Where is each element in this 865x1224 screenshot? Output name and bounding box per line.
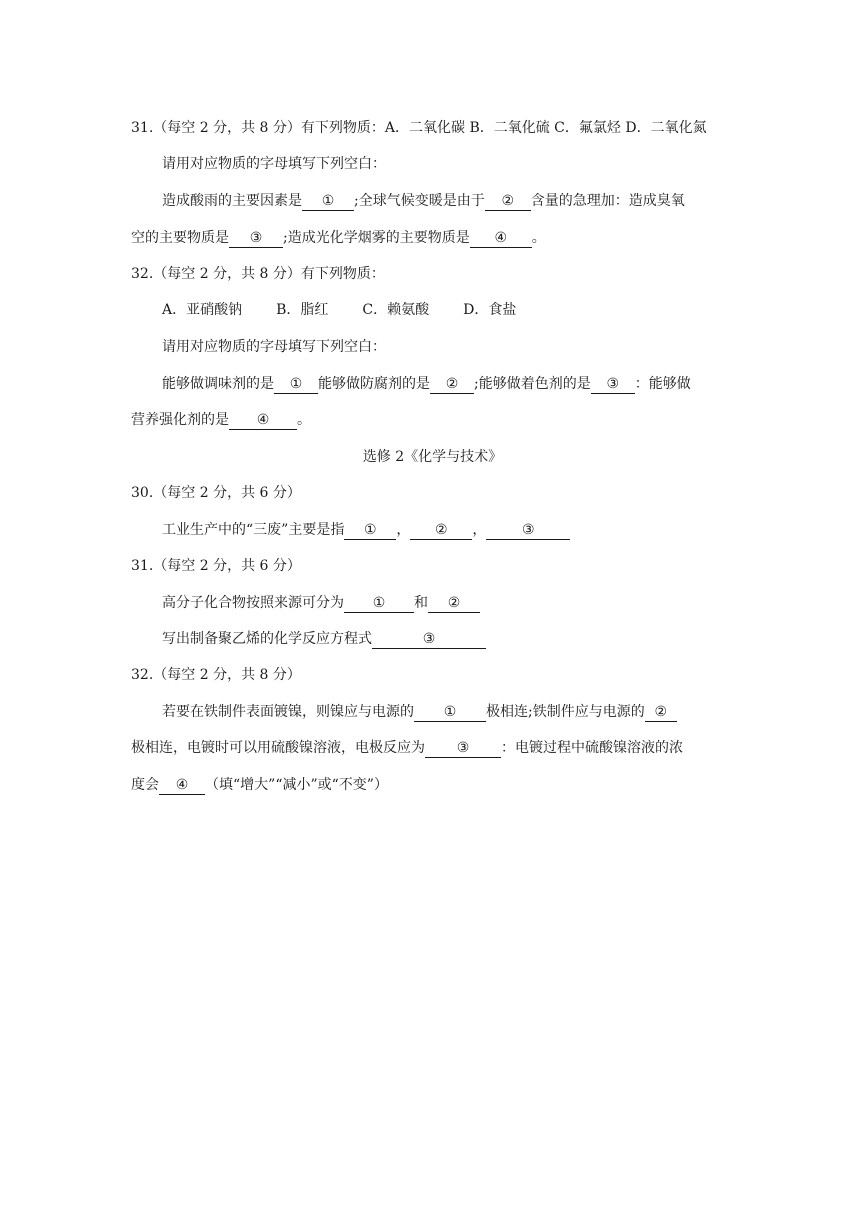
q31-text: ;造成光化学烟雾的主要物质是 — [283, 230, 470, 246]
q31b-text: 写出制备聚乙烯的化学反应方程式 — [162, 631, 372, 647]
q31-line-1 — [162, 191, 685, 211]
q31-text: 含量的急理加：造成臭氧 — [530, 193, 685, 209]
q32b-heading: 32.（每空 2 分，共 8 分） — [131, 667, 301, 683]
q31-line-2 — [131, 228, 546, 248]
q32b-blank-1[interactable]: ① — [414, 704, 486, 722]
q31b-text: 和 — [414, 595, 428, 611]
q32-heading: 32.（每空 2 分，共 8 分）有下列物质： — [131, 266, 385, 282]
q30-separator: ， — [472, 522, 487, 538]
q32b-text: 度会 — [131, 777, 159, 793]
q31-blank-1[interactable]: ① — [302, 193, 354, 211]
q32b-line-3 — [131, 775, 388, 795]
q32b-text: 极相连;铁制件应与电源的 — [486, 704, 645, 720]
q32b-line-1 — [162, 702, 677, 722]
q31b-blank-2[interactable]: ② — [428, 595, 480, 613]
q31b-heading: 31.（每空 2 分，共 6 分） — [131, 558, 301, 574]
q32-option-d: D．食盐 — [463, 302, 517, 318]
q32-blank-4[interactable]: ④ — [229, 412, 297, 430]
q32-option-b: B．脂红 — [276, 302, 329, 318]
q32b-line-2 — [131, 738, 683, 758]
q30-line-1 — [162, 520, 570, 540]
q32-option-c: C．赖氨酸 — [362, 302, 430, 318]
q31-text: 。 — [531, 230, 546, 246]
q32-instruction: 请用对应物质的字母填写下列空白： — [162, 339, 386, 355]
q31b-text: 高分子化合物按照来源可分为 — [162, 595, 344, 611]
q31-instruction: 请用对应物质的字母填写下列空白： — [162, 156, 386, 172]
q32-line-1 — [162, 374, 691, 394]
q32-blank-3[interactable]: ③ — [591, 376, 635, 394]
q30-blank-3[interactable]: ③ — [486, 522, 570, 540]
q31-blank-2[interactable]: ② — [485, 193, 531, 211]
q32-text: ;能够做着色剂的是 — [474, 376, 591, 392]
q32b-text: 极相连，电镀时可以用硫酸镍溶液，电极反应为 — [131, 740, 425, 756]
q30-separator: ， — [396, 522, 411, 538]
q30-text: 工业生产中的“三废”主要是指 — [162, 522, 345, 538]
q31-heading: 31.（每空 2 分，共 8 分）有下列物质：A．二氧化碳 B．二氧化硫 C．氟氯烃 D．二氧化氮 — [131, 120, 707, 136]
q32-text: ：能够做 — [634, 376, 691, 392]
q32b-text: ：电镀过程中硫酸镍溶液的浓 — [501, 740, 683, 756]
q31b-line-2 — [162, 629, 486, 649]
q31b-blank-1[interactable]: ① — [344, 595, 414, 613]
q31-text: 空的主要物质是 — [131, 230, 229, 246]
q32-text: 营养强化剂的是 — [131, 412, 229, 428]
q31b-blank-3[interactable]: ③ — [372, 631, 486, 649]
q32-line-2 — [131, 410, 311, 430]
q32b-blank-4[interactable]: ④ — [159, 777, 205, 795]
q32b-blank-3[interactable]: ③ — [425, 740, 501, 758]
q30-heading: 30.（每空 2 分，共 6 分） — [131, 485, 301, 501]
q30-blank-1[interactable]: ① — [344, 522, 396, 540]
q31b-line-1 — [162, 593, 480, 613]
q32-option-a: A．亚硝酸钠 — [162, 302, 243, 318]
q31-blank-4[interactable]: ④ — [470, 230, 532, 248]
q32-blank-2[interactable]: ② — [430, 376, 474, 394]
q32-text: 能够做防腐剂的是 — [318, 376, 430, 392]
section-title: 选修 2《化学与技术》 — [362, 449, 503, 465]
q32b-blank-2[interactable]: ② — [645, 704, 677, 722]
q31-blank-3[interactable]: ③ — [229, 230, 283, 248]
q30-blank-2[interactable]: ② — [410, 522, 472, 540]
q31-text: ;全球气候变暖是由于 — [354, 193, 485, 209]
q32-blank-1[interactable]: ① — [274, 376, 318, 394]
q32b-text: 若要在铁制件表面镀镍，则镍应与电源的 — [162, 704, 414, 720]
q32-options — [162, 300, 516, 320]
q31-text: 造成酸雨的主要因素是 — [162, 193, 302, 209]
q32b-text: （填“增大”“减小”或“不变”） — [205, 777, 388, 793]
q32-text: 能够做调味剂的是 — [162, 376, 274, 392]
q32-text: 。 — [297, 412, 311, 428]
